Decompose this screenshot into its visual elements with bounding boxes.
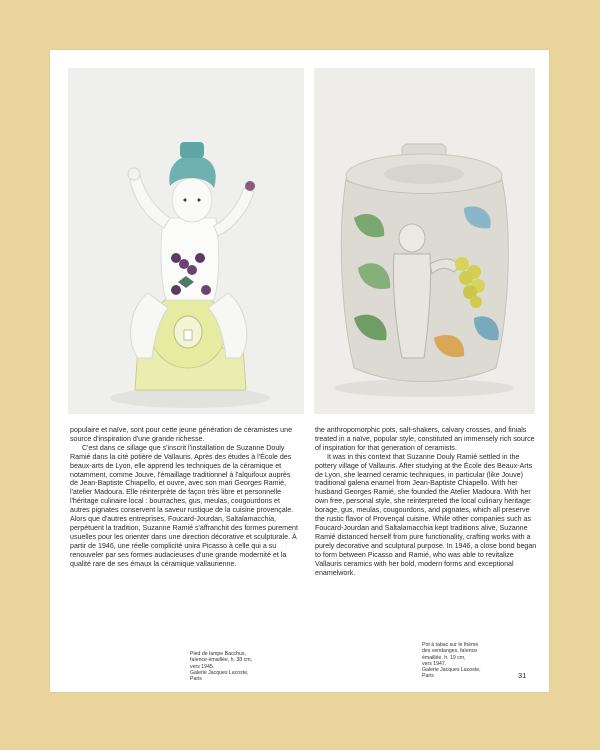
tobacco-jar-image [314, 68, 535, 414]
french-text-column [70, 426, 300, 569]
book-page [50, 50, 549, 692]
caption-line: Paris [190, 676, 202, 683]
page-number: 31 [518, 671, 527, 680]
tobacco-jar-photo [314, 68, 535, 414]
caption-line: vers 1945. [190, 663, 215, 670]
bacchus-lamp-photo [68, 68, 304, 414]
right-image-caption [422, 642, 502, 680]
english-paragraph-2: It was in this context that Suzanne Douly Ramié settled in the pottery village of Vallauris. After studying at the École des Beaux-Arts de Lyon, she learned ceramic techniques, in particular (like Jouve) traditional galena enamel from Jean-Baptiste Chiapello. With her husband Georges Ramié, she founded the Atelier Madoura. With her own free, personal style, she reinterpreted the local culinary heritage: borage, gus, meulas, cougourdons, and pignates, which all preserve the rustic flavor of Provençal cuisine. While other companies such as Foucard-Jourdan and Saltalamacchia kept traditions alive, Suzanne Ramié distanced herself from pure functionality, crafting works with a purely decorative and sculptural purpose. In 1946, a close bond began to form between Picasso and Ramié, who was able to revitalize Vallauris ceramics with her bold, modern forms and exceptional enamelwork. [315, 452, 537, 577]
caption-line: Pied de lampe Bacchus, [190, 651, 246, 657]
bacchus-figure-image [68, 68, 304, 414]
caption-line: des vendanges, faïence [422, 648, 478, 655]
caption-line: Paris [422, 673, 434, 680]
caption-line: émaillée, h. 19 cm, [422, 654, 466, 661]
french-paragraph-2: C'est dans ce sillage que s'inscrit l'installation de Suzanne Douly Ramié dans la cité potière de Vallauris. Après des études à l'École des beaux-arts de Lyon, elle apprend les techniques de la céramique et notamment, comme Jouve, l'émaillage traditionnel à l'alquifoux auprès de Jean-Baptiste Chiapello, et ouvre, avec son mari Georges Ramié, l'atelier Madoura. Elle réinterprète de façon très libre et personnelle l'héritage culinaire local : bourraches, gus, meulas, cougourdons et autres pignates conservent la saveur rustique de la cuisine provençale. Alors que d'autres entreprises, Foucard-Jourdan, Saltalamacchia, perpétuent la tradition, Suzanne Ramié s'affranchit des formes purement usuelles pour les orienter dans une direction décorative et sculpturale. À partir de 1946, une réelle complicité unira Picasso à celle qui a su renouveler par ses formes audacieuses d'une grande modernité et la qualité rare de ses émaux la céramique vallaurienne. [70, 443, 298, 568]
left-image-caption [190, 651, 275, 682]
caption-line: faïence émaillée, h. 38 cm, [190, 657, 252, 664]
caption-line: Galerie Jacques Lacoste, [422, 667, 481, 674]
english-text-column [315, 426, 537, 577]
caption-line: Galerie Jacques Lacoste, [190, 669, 249, 676]
english-paragraph-1: the anthropomorphic pots, salt-shakers, calvary crosses, and finials treated in a naïve, popular style, constituted an immensely rich source of inspiration for that generation of ceramists. [315, 426, 535, 452]
caption-line: Pot à tabac sur le thème [422, 642, 479, 648]
french-paragraph-1: populaire et naïve, sont pour cette jeune génération de céramistes une source d'inspiration d'une grande richesse. [70, 426, 293, 443]
caption-line: vers 1947. [422, 660, 447, 667]
